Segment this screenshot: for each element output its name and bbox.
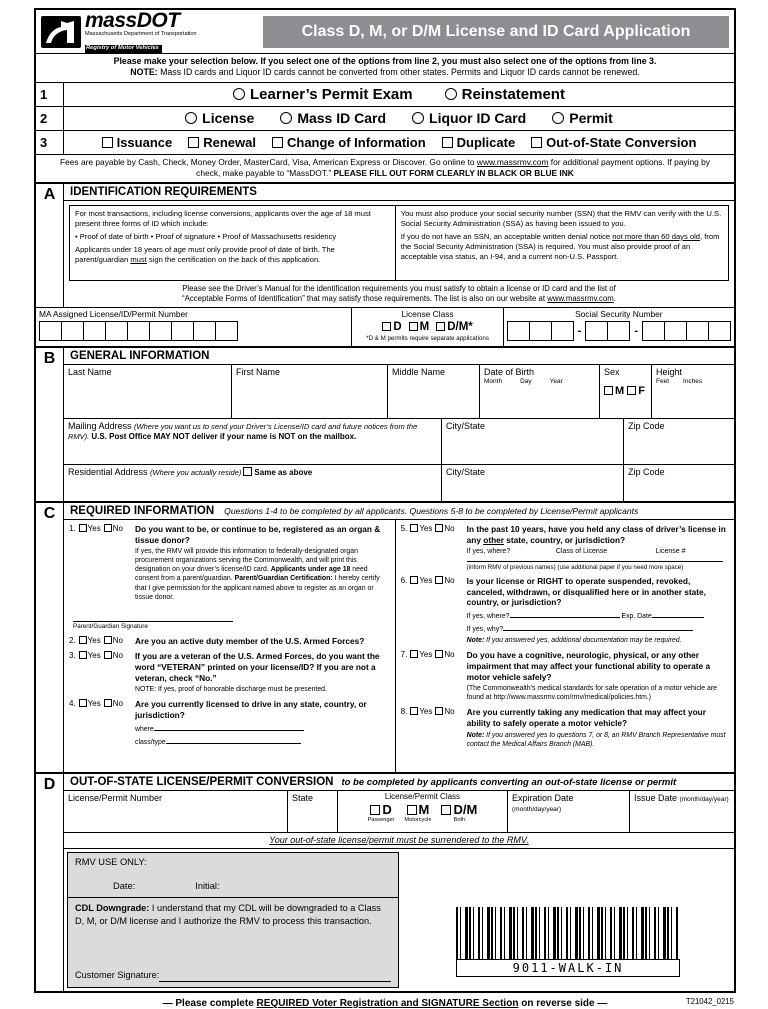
class-dm-label: D/M* — [447, 320, 473, 333]
question-8 — [401, 707, 729, 748]
residential-city-state-field[interactable] — [442, 465, 624, 501]
last-name-field[interactable] — [64, 365, 232, 418]
question-5 — [401, 524, 729, 571]
idreq-right-p1: You must also produce your social security number (SSN) that the RMV can verify with the U.S. Social Security Administration (SSA) as having been issued to you. — [400, 208, 722, 228]
checkbox-icon[interactable] — [272, 137, 283, 148]
ma-number-box[interactable] — [149, 321, 172, 341]
ssn-box[interactable] — [708, 321, 731, 341]
yes-label: Yes — [87, 651, 101, 661]
q6-why-line: If yes, why? — [467, 623, 729, 634]
zip-label: Zip Code — [628, 420, 665, 431]
q6-why-blank[interactable] — [503, 623, 693, 631]
q5-answer-line[interactable] — [467, 555, 723, 562]
option-label: Permit — [569, 110, 613, 127]
city-state-label: City/State — [446, 420, 486, 431]
mailing-zip-field[interactable] — [624, 419, 734, 464]
no-label: No — [444, 707, 455, 717]
rmv-use-only-top — [68, 853, 398, 898]
option-change-of-information[interactable] — [272, 135, 426, 150]
q5-note: (inform RMV of previous names) (use additional paper if you need more space) — [466, 564, 684, 572]
checkbox-icon[interactable] — [188, 137, 199, 148]
issue-date-format: (month/day/year) — [679, 795, 729, 803]
sex-m-checkbox[interactable] — [604, 386, 613, 395]
option-label: Change of Information — [286, 134, 426, 150]
d-class-dm-label: D/M — [453, 801, 478, 817]
yes-label: Yes — [419, 707, 433, 717]
section-c-title: REQUIRED INFORMATION — [70, 504, 215, 517]
q6-note: Note: If you answered yes, additional documentation may be required. — [466, 637, 682, 645]
question-1 — [69, 524, 390, 602]
fees-text-2: for additional payment options. If paying by check, make payable to “MassDOT.” — [196, 156, 710, 178]
parent-guardian-signature-label: Parent/Guardian Signature — [73, 622, 148, 630]
q4-text: Are you currently licensed to drive in any state, country, or jurisdiction? — [135, 699, 367, 720]
license-permit-class-field — [338, 791, 508, 832]
ma-number-box[interactable] — [193, 321, 216, 341]
section-b-title: GENERAL INFORMATION — [64, 348, 734, 365]
q4-class-blank[interactable] — [166, 736, 301, 744]
option-out-of-state-conversion[interactable] — [531, 135, 696, 150]
parent-guardian-signature-line[interactable] — [73, 612, 233, 622]
fees-text-1: Fees are payable by Cash, Check, Money Order, MasterCard, Visa, American Express or Discover. Go online to — [60, 156, 477, 167]
q2-text: Are you an active duty member of the U.S. Armed Forces? — [135, 635, 365, 646]
q8-text: Are you currently taking any medication that may affect your ability to safely operate a motor vehicle? — [466, 707, 706, 728]
class-dm-checkbox[interactable] — [436, 322, 445, 331]
no-label: No — [112, 635, 123, 645]
q8-no-checkbox[interactable] — [435, 707, 443, 715]
first-name-label: First Name — [236, 366, 281, 377]
surrender-note: Your out-of-state license/permit must be surrendered to the RMV. — [64, 833, 734, 849]
d-class-dm-checkbox[interactable] — [441, 805, 451, 815]
q4-yes-checkbox[interactable] — [79, 699, 87, 707]
option-learners-permit-exam[interactable] — [233, 86, 413, 103]
question-2 — [69, 636, 390, 647]
residential-address-row — [64, 465, 734, 501]
same-as-above-label: Same as above — [254, 467, 313, 477]
reverse-side-note — [34, 993, 736, 1009]
license-id-number-grid — [36, 307, 734, 346]
q4-number: 4. — [69, 699, 76, 709]
sex-f-label: F — [638, 384, 645, 397]
option-license[interactable] — [185, 110, 254, 126]
row-3-number: 3 — [36, 131, 64, 154]
q5-yes-checkbox[interactable] — [410, 524, 418, 532]
option-label: Out-of-State Conversion — [546, 134, 697, 150]
question-7 — [401, 650, 729, 702]
ma-number-column — [36, 308, 351, 346]
section-d-bottom — [64, 849, 734, 991]
q6-where-line: If yes, where? Exp. Date — [467, 610, 729, 621]
radio-icon[interactable] — [445, 88, 457, 100]
rmv-use-only-label: RMV USE ONLY: — [75, 856, 147, 867]
height-label: Height — [656, 366, 683, 377]
selection-row-3 — [36, 131, 734, 155]
last-name-label: Last Name — [68, 366, 112, 377]
yes-label: Yes — [419, 576, 433, 586]
d-class-m-label: M — [418, 801, 430, 817]
ma-number-box[interactable] — [215, 321, 238, 341]
mailing-label: Mailing Address — [68, 420, 135, 431]
footer-post: on reverse side — — [518, 997, 608, 1009]
customer-signature-line[interactable] — [159, 972, 391, 982]
ssn-box[interactable] — [664, 321, 687, 341]
q6-text: Is your license or RIGHT to operate suspended, revoked, canceled, withdrawn, or disqualified here or in another state, country, or jurisdiction? — [466, 576, 706, 608]
mailing-address-field[interactable] — [64, 419, 442, 464]
idreq-left-bullets: • Proof of date of birth • Proof of signature • Proof of Massachusetts residency — [75, 231, 337, 241]
massrmv-link-2[interactable]: www.massrmv.com — [547, 293, 614, 303]
no-label: No — [112, 651, 123, 661]
ssn-box[interactable] — [642, 321, 665, 341]
q3-number: 3. — [69, 651, 76, 661]
yes-label: Yes — [87, 635, 101, 645]
dob-label: Date of Birth — [484, 366, 535, 377]
q5-number: 5. — [400, 523, 408, 533]
no-label: No — [112, 523, 123, 533]
class-m-label: M — [419, 320, 430, 333]
yes-label: Yes — [87, 699, 101, 709]
id-requirements-left — [70, 206, 396, 280]
form-number: T21042_0215 — [685, 996, 734, 1006]
q4-no-checkbox[interactable] — [104, 699, 112, 707]
question-3 — [69, 651, 390, 694]
question-4 — [69, 699, 390, 746]
q1-text: Do you want to be, or continue to be, registered as an organ & tissue donor? — [135, 523, 381, 545]
motorcycle-label: Motorcycle — [404, 816, 432, 823]
option-label: Learner’s Permit Exam — [250, 85, 413, 103]
section-c-letter: C — [36, 503, 64, 772]
q3-yes-checkbox[interactable] — [79, 651, 87, 659]
ssn-box[interactable] — [529, 321, 552, 341]
section-d-subtitle: to be completed by applicants converting an out-of-state license or permit — [341, 776, 677, 788]
yes-label: Yes — [87, 523, 101, 533]
d-class-m-checkbox[interactable] — [407, 805, 417, 815]
checkbox-icon[interactable] — [531, 137, 542, 148]
sex-m-label: M — [615, 384, 625, 397]
q2-no-checkbox[interactable] — [104, 636, 112, 644]
q7-text: Do you have a cognitive, neurologic, physical, or any other impairment that may affect your functional ability to operate a motor vehicle safely? — [466, 650, 711, 682]
rmv-initial-label: Initial: — [195, 880, 220, 891]
no-label: No — [112, 699, 123, 709]
q7-note: (The Commonwealth’s medical standards for safe operation of a motor vehicle are found at http://www.massrmv.com/rmv/medical/policies.htm.) — [466, 685, 717, 702]
residential-note: (Where you actually reside) — [150, 467, 244, 477]
parent-guardian-signature-block — [73, 612, 390, 630]
fees-bold: PLEASE FILL OUT FORM CLEARLY IN BLACK OR BLUE INK — [333, 167, 574, 178]
mailing-address-row — [64, 419, 734, 465]
license-class-column — [351, 308, 502, 346]
q6-yes-checkbox[interactable] — [410, 576, 418, 584]
q6-exp-blank[interactable] — [652, 610, 704, 618]
massrmv-link[interactable]: www.massrmv.com — [476, 156, 549, 167]
residential-address-field[interactable] — [64, 465, 442, 501]
manual-note-2: “Acceptable Forms of Identification” that may satisfy those requirements. The list is also on our website at — [182, 293, 548, 303]
license-permit-number-label: License/Permit Number — [68, 792, 163, 803]
barcode-area — [402, 849, 734, 991]
expiration-date-format: (month/day/year) — [512, 805, 562, 813]
note-text: Mass ID cards and Liquor ID cards cannot be converted from other states. Permits and Liquor ID cards cannot be renewed. — [157, 67, 640, 78]
massdot-truck-icon — [41, 16, 81, 48]
ssn-column — [503, 308, 734, 346]
passenger-label: Passenger — [367, 816, 395, 823]
instruction-line-1: Please make your selection below. If you select one of the options from line 2, you must also select one of the options from line 3. — [113, 56, 657, 66]
option-renewal[interactable] — [188, 135, 256, 150]
ssn-boxes — [507, 321, 731, 341]
form-header — [36, 10, 734, 54]
ssn-dash: - — [634, 324, 638, 337]
section-a-letter: A — [36, 184, 64, 307]
q1-no-checkbox[interactable] — [104, 524, 112, 532]
q6-number: 6. — [400, 576, 408, 586]
middle-name-label: Middle Name — [392, 366, 446, 377]
q8-note: Note: If you answered yes to questions 7, or 8, an RMV Branch Representative must contact the Medical Affairs Branch (MAB). — [466, 731, 726, 748]
checkbox-icon[interactable] — [442, 137, 453, 148]
sex-options — [604, 385, 647, 397]
no-label: No — [444, 650, 455, 660]
license-permit-class-label: License/Permit Class — [384, 791, 461, 801]
license-class-options — [355, 321, 499, 333]
name-row — [64, 365, 734, 419]
ssn-box[interactable] — [585, 321, 608, 341]
section-d-title: OUT-OF-STATE LICENSE/PERMIT CONVERSION — [70, 775, 334, 788]
expiration-date-label: Expiration Date — [512, 792, 574, 803]
issue-date-label: Issue Date — [634, 792, 680, 803]
ma-number-boxes — [39, 321, 348, 341]
fees-note — [36, 155, 734, 184]
section-c-title-row — [64, 503, 734, 520]
sex-f-checkbox[interactable] — [627, 386, 636, 395]
logo-name: massDOT — [85, 8, 180, 32]
checkbox-icon[interactable] — [102, 137, 113, 148]
id-requirements-right — [396, 206, 728, 280]
q8-yes-checkbox[interactable] — [410, 707, 418, 715]
logo-subtitle-2: Registry of Motor Vehicles — [85, 45, 162, 53]
idreq-left-p1: For most transactions, including license conversions, applicants over the age of 18 must present three forms of ID which include: — [75, 208, 371, 228]
ma-number-box[interactable] — [83, 321, 106, 341]
q2-yes-checkbox[interactable] — [79, 636, 87, 644]
state-label: State — [292, 792, 314, 803]
option-label: Duplicate — [456, 134, 516, 150]
q6-no-checkbox[interactable] — [435, 576, 443, 584]
section-d — [36, 774, 734, 991]
city-state-label: City/State — [446, 466, 486, 477]
option-issuance[interactable] — [102, 135, 173, 150]
q1-number: 1. — [69, 523, 76, 533]
sex-field[interactable] — [600, 365, 652, 418]
class-m-checkbox[interactable] — [409, 322, 418, 331]
ssn-dash: - — [577, 324, 582, 337]
rmv-use-only-box — [67, 852, 399, 988]
option-label: Mass ID Card — [297, 110, 387, 127]
license-permit-number-field[interactable] — [64, 791, 288, 832]
ssn-box[interactable] — [507, 321, 530, 341]
manual-note-1: Please see the Driver’s Manual for the identification requirements you must satisfy to obtain a license or ID card and the list of — [182, 283, 616, 293]
logo-subtitle-1: Massachusetts Department of Transportation — [85, 30, 197, 37]
q6-where-blank[interactable] — [510, 610, 620, 618]
date-of-birth-field[interactable] — [480, 365, 600, 418]
q5-text: In the past 10 years, have you held any class of driver’s license in any other state, country, or jurisdiction? — [466, 523, 726, 545]
drivers-manual-note — [64, 283, 734, 307]
ma-number-box[interactable] — [127, 321, 150, 341]
ma-number-box[interactable] — [61, 321, 84, 341]
id-requirements-boxes — [69, 205, 729, 281]
row-1-number: 1 — [36, 83, 64, 106]
section-c — [36, 503, 734, 774]
section-a-title: IDENTIFICATION REQUIREMENTS — [64, 184, 734, 201]
q4-class-line: class/type — [135, 736, 390, 747]
section-b — [36, 348, 734, 503]
rmv-date-initial-row — [75, 881, 391, 891]
q7-no-checkbox[interactable] — [435, 650, 443, 658]
q7-yes-checkbox[interactable] — [410, 650, 418, 658]
height-field[interactable] — [652, 365, 734, 418]
q1-details: If yes, the RMV will provide this information to federally-designated organ procurement organizations serving the Commonwealth, and will print this designation on your driver’s license/ID card. Applicants under age 18 need consent from a parent/guardian. Parent/Guardian Certification: I hereby certify that I give permission for the applicant named above to register as an organ or tissue donor. — [135, 548, 380, 601]
selection-row-1 — [36, 83, 734, 107]
class-footnote: *D & M permits require separate applications — [366, 334, 489, 342]
height-parts: Feet Inches — [656, 377, 703, 385]
ma-number-box[interactable] — [39, 321, 62, 341]
manual-note-end: . — [613, 293, 616, 303]
mailing-note: (Where you want us to send your Driver’s License/ID card and future notices from the RMV). — [68, 421, 418, 441]
ma-number-box[interactable] — [105, 321, 128, 341]
q3-text: If you are a veteran of the U.S. Armed Forces, do you want the word “VETERAN” printed on your license/ID? If you are not a veteran, check “No.” — [135, 651, 380, 683]
residential-label: Residential Address — [68, 466, 151, 477]
questions-1-4 — [64, 520, 396, 772]
section-c-subtitle: Questions 1-4 to be completed by all applicants. Questions 5-8 to be completed by License/Permit applicants — [224, 505, 639, 516]
middle-name-field[interactable] — [388, 365, 480, 418]
section-d-letter: D — [36, 774, 64, 991]
radio-icon[interactable] — [412, 112, 424, 124]
cdl-downgrade-text: CDL Downgrade: I understand that my CDL will be downgraded to a Class D, M, or D/M license and I authorize the RMV to process this transaction. — [75, 902, 381, 926]
radio-icon[interactable] — [552, 112, 564, 124]
option-duplicate[interactable] — [442, 135, 516, 150]
option-label: Liquor ID Card — [429, 110, 527, 127]
license-permit-class-options — [342, 802, 503, 823]
q5-no-checkbox[interactable] — [435, 524, 443, 532]
option-mass-id-card[interactable] — [280, 110, 386, 126]
rmv-date-label: Date: — [113, 880, 136, 891]
both-label: Both — [453, 816, 466, 823]
instruction-note — [42, 67, 728, 78]
note-label: NOTE: — [130, 67, 158, 78]
yes-label: Yes — [419, 523, 433, 533]
section-b-letter: B — [36, 348, 64, 501]
application-form-page — [34, 8, 736, 1009]
questions-5-8 — [396, 520, 734, 772]
selection-row-2 — [36, 107, 734, 131]
radio-icon[interactable] — [280, 112, 292, 124]
q2-number: 2. — [69, 635, 76, 645]
q3-no-checkbox[interactable] — [104, 651, 112, 659]
q4-where-blank[interactable] — [154, 723, 304, 731]
footer-underlined: REQUIRED Voter Registration and SIGNATURE Section — [256, 997, 519, 1009]
issue-date-field[interactable] — [630, 791, 734, 832]
customer-signature-label: Customer Signature: — [75, 970, 160, 981]
option-label: Reinstatement — [461, 85, 565, 103]
ma-number-label: MA Assigned License/ID/Permit Number — [39, 308, 188, 319]
sex-label: Sex — [604, 366, 620, 377]
idreq-left-p2: Applicants under 18 years of age must only provide proof of date of birth. The parent/guardian must sign the certification on the back of this application. — [75, 244, 335, 264]
form-title: Class D, M, or D/M License and ID Card Application — [263, 16, 729, 48]
q4-where-line: where — [135, 723, 390, 734]
q7-number: 7. — [400, 650, 408, 660]
barcode-text: 9011-WALK-IN — [456, 959, 680, 977]
class-d-label: D — [393, 320, 402, 333]
option-reinstatement[interactable] — [445, 86, 565, 103]
question-6 — [401, 576, 729, 645]
option-label: Renewal — [203, 134, 256, 150]
section-a — [36, 184, 734, 348]
first-name-field[interactable] — [232, 365, 388, 418]
q3-note: NOTE: If yes, proof of honorable discharge must be presented. — [135, 686, 327, 694]
dob-parts: Month Day Year — [484, 377, 563, 385]
state-field[interactable] — [288, 791, 338, 832]
ssn-box[interactable] — [686, 321, 709, 341]
same-as-above-checkbox[interactable] — [243, 467, 252, 476]
residential-zip-field[interactable] — [624, 465, 734, 501]
radio-icon[interactable] — [185, 112, 197, 124]
q5-columns: If yes, where? Class of License License # — [466, 548, 686, 556]
q8-number: 8. — [400, 707, 408, 717]
expiration-date-field[interactable] — [508, 791, 630, 832]
license-class-label: License Class — [401, 308, 454, 319]
option-permit[interactable] — [552, 110, 613, 126]
class-d-checkbox[interactable] — [382, 322, 391, 331]
ssn-label: Social Security Number — [575, 308, 663, 319]
ssn-box[interactable] — [551, 321, 574, 341]
cdl-downgrade-block — [68, 898, 398, 987]
option-label: License — [202, 110, 255, 127]
d-class-d-label: D — [382, 801, 392, 817]
row-2-number: 2 — [36, 107, 64, 130]
ssn-box[interactable] — [607, 321, 630, 341]
footer-pre: — Please complete — [162, 997, 257, 1009]
conversion-row — [64, 791, 734, 833]
mailing-city-state-field[interactable] — [442, 419, 624, 464]
massdot-logo — [41, 10, 257, 54]
q1-yes-checkbox[interactable] — [79, 524, 87, 532]
option-label: Issuance — [116, 134, 173, 150]
selection-instructions — [36, 54, 734, 83]
no-label: No — [444, 576, 455, 586]
option-liquor-id-card[interactable] — [412, 110, 526, 126]
zip-label: Zip Code — [628, 466, 665, 477]
radio-icon[interactable] — [233, 88, 245, 100]
section-d-title-row — [64, 774, 734, 791]
no-label: No — [444, 523, 455, 533]
ma-number-box[interactable] — [171, 321, 194, 341]
barcode-icon — [456, 907, 680, 959]
idreq-right-p2: If you do not have an SSN, an acceptable written denial notice not more than 60 days old, from the Social Security Administration (SSA) is required. You must also provide proof of an acceptable visa status, an I-94, and a current non-U.S. Passport. — [400, 231, 720, 261]
customer-signature-row — [75, 959, 391, 982]
mailing-warning: U.S. Post Office MAY NOT deliver if your name is NOT on the mailbox. — [91, 431, 357, 441]
yes-label: Yes — [419, 650, 433, 660]
d-class-d-checkbox[interactable] — [370, 805, 380, 815]
